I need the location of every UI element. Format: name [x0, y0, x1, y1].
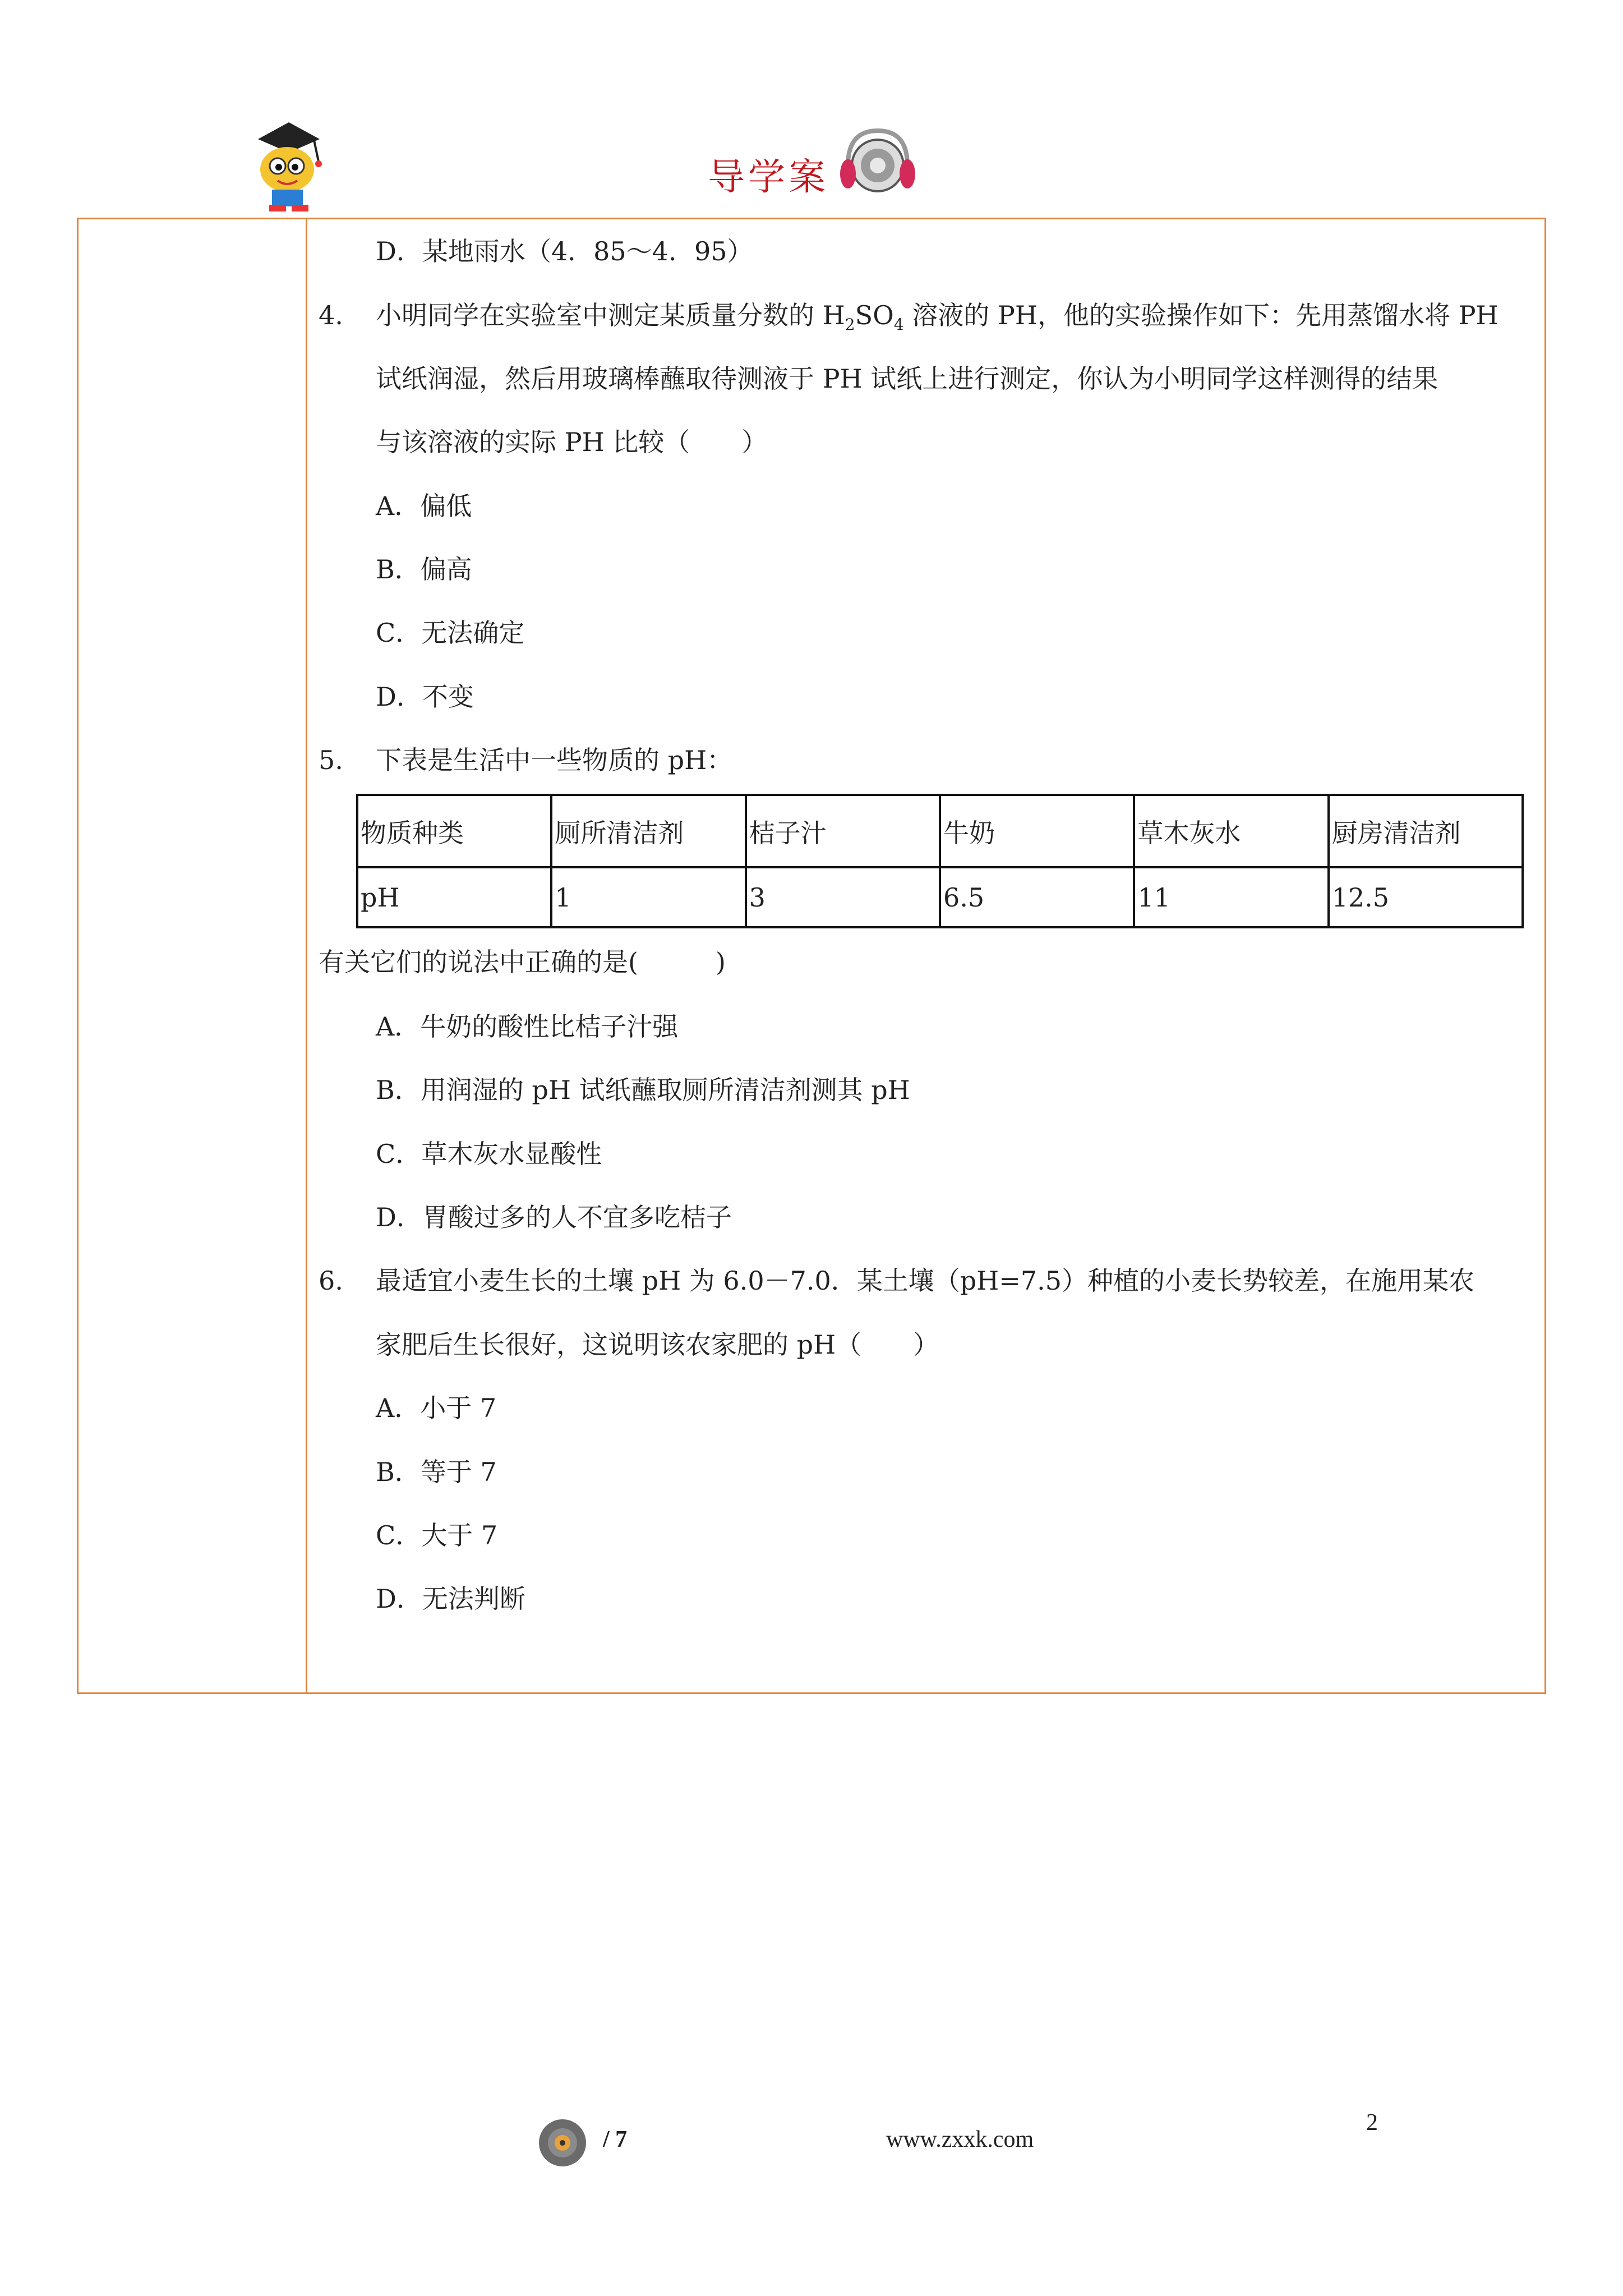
table-row: [357, 867, 1523, 927]
table-row: [357, 795, 1523, 867]
q6-option-b: B．等于 7: [376, 1457, 497, 1487]
table-cell: 牛奶: [940, 795, 1134, 867]
table-cell: pH: [357, 867, 551, 927]
q4-stem-line1: [376, 298, 1498, 342]
table-cell: 6.5: [940, 867, 1134, 927]
page-number: 2: [1366, 2110, 1378, 2136]
table-cell: 厨房清洁剂: [1329, 795, 1523, 867]
q5-option-b: B．用润湿的 pH 试纸蘸取厕所清洁剂测其 pH: [376, 1075, 910, 1105]
footer-page-total: / 7: [603, 2127, 628, 2152]
table-cell: 桔子汁: [746, 795, 940, 867]
q4-line1-sub2: 4: [893, 315, 904, 334]
q3-option-d: D．某地雨水（4．85～4．95）: [376, 236, 753, 266]
footer-url: www.zxxk.com: [886, 2127, 1034, 2152]
q4-line1-part-b: SO: [855, 300, 894, 330]
q4-line1-part-a: 小明同学在实验室中测定某质量分数的 H: [376, 300, 845, 330]
table-cell: 厕所清洁剂: [551, 795, 745, 867]
q6-option-a: A．小于 7: [376, 1393, 497, 1423]
q5-number: 5.: [319, 745, 343, 775]
q4-line1-sub1: 2: [845, 315, 855, 334]
q4-option-a: A．偏低: [376, 491, 472, 521]
footer-disc-icon: [537, 2118, 588, 2168]
q4-stem-line2: 试纸润湿，然后用玻璃棒蘸取待测液于 PH 试纸上进行测定，你认为小明同学这样测得的结果: [376, 364, 1438, 394]
table-cell: 11: [1134, 867, 1328, 927]
q4-option-c: C．无法确定: [376, 618, 525, 648]
q4-number: 4.: [319, 300, 343, 330]
ph-table: [356, 794, 1524, 928]
q6-stem-line2: 家肥后生长很好，这说明该农家肥的 pH（ ）: [376, 1329, 939, 1360]
q4-line1-part-c: 溶液的 PH，他的实验操作如下：先用蒸馏水将 PH: [903, 300, 1498, 330]
q6-option-c: C．大于 7: [376, 1520, 498, 1550]
q5-option-d: D．胃酸过多的人不宜多吃桔子: [376, 1202, 732, 1232]
q5-question: 有关它们的说法中正确的是( ): [319, 947, 726, 977]
table-cell: 物质种类: [357, 795, 551, 867]
q4-option-b: B．偏高: [376, 554, 472, 585]
q6-number: 6.: [319, 1266, 343, 1296]
q4-stem-line3: 与该溶液的实际 PH 比较（ ）: [376, 427, 768, 457]
q4-option-d: D．不变: [376, 682, 474, 712]
header-title: 导学案: [708, 155, 829, 199]
table-cell: 1: [551, 867, 745, 927]
table-cell: 3: [746, 867, 940, 927]
q5-option-c: C．草木灰水显酸性: [376, 1139, 602, 1169]
q5-stem: 下表是生活中一些物质的 pH：: [376, 745, 733, 775]
q6-option-d: D．无法判断: [376, 1584, 525, 1614]
q6-stem-line1: 最适宜小麦生长的土壤 pH 为 6.0－7.0．某土壤（pH=7.5）种植的小麦长势较差，在施用某农: [376, 1266, 1474, 1296]
q5-option-a: A．牛奶的酸性比桔子汁强: [376, 1011, 679, 1042]
table-cell: 12.5: [1329, 867, 1523, 927]
table-cell: 草木灰水: [1134, 795, 1328, 867]
